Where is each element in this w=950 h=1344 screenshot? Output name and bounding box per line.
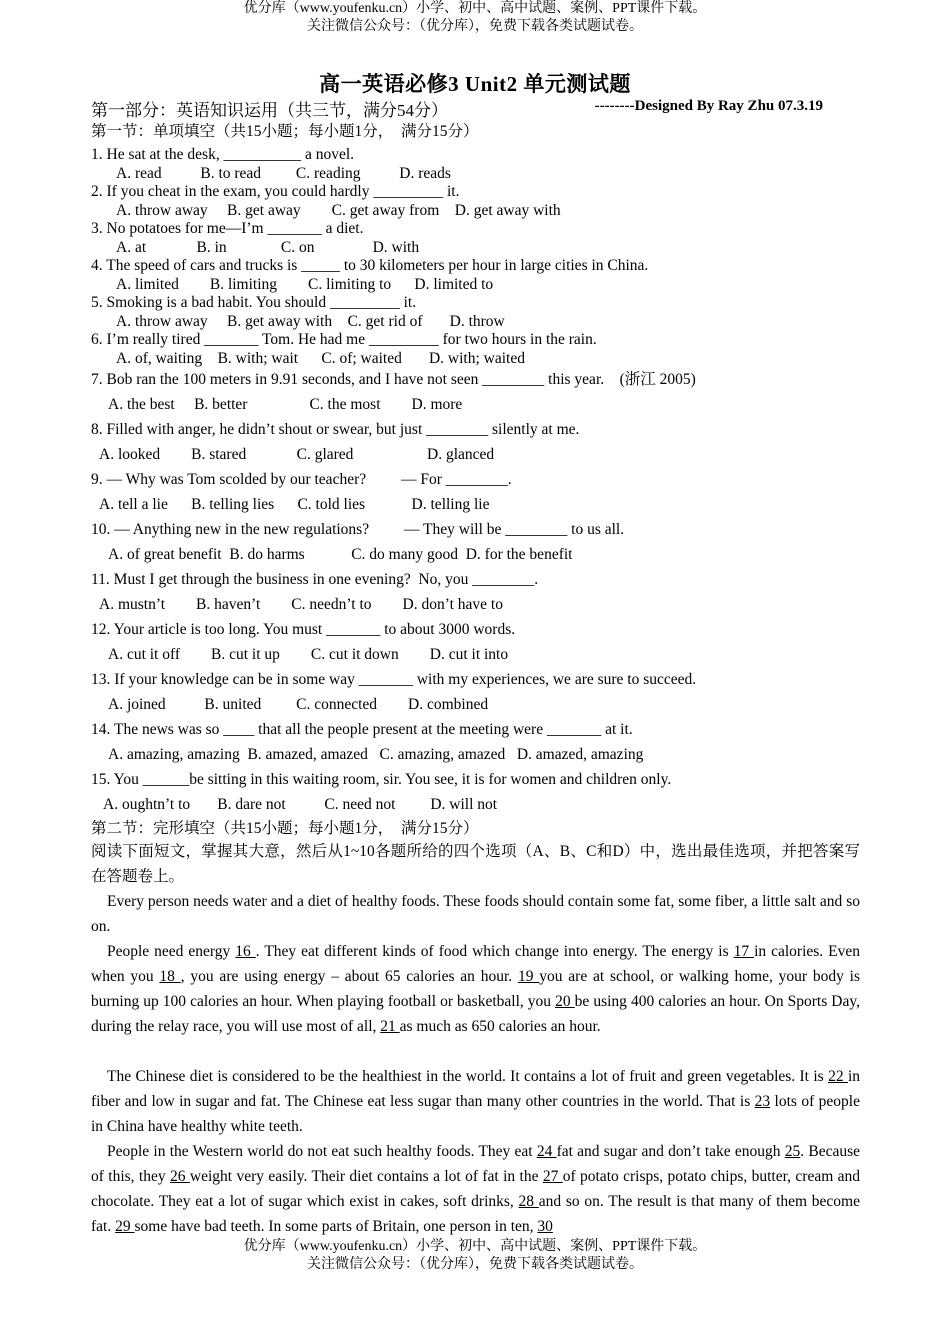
question-stem: 3. No potatoes for me—I’m _______ a diet. [91, 220, 364, 237]
question-options: A. tell a lie B. telling lies C. told lies D. telling lie [99, 496, 490, 513]
blank-29: 29 [115, 1217, 135, 1235]
blank-27: 27 [542, 1167, 563, 1185]
blank-16: 16 [235, 943, 256, 960]
section1-heading: 第一节：单项填空（共15小题；每小题1分， 满分15分） [91, 123, 479, 140]
header-line-1: 优分库（www.youfenku.cn）小学、初中、高中试题、案例、PPT课件下载。 [243, 1, 707, 16]
question-options: A. read B. to read C. reading D. reads [116, 165, 451, 182]
question-stem: 11. Must I get through the business in one evening? No, you ________. [91, 571, 539, 588]
page-footer [0, 1238, 950, 1274]
question-stem: 8. Filled with anger, he didn’t shout or swear, but just ________ silently at me. [91, 421, 580, 438]
question-stem: 7. Bob ran the 100 meters in 9.91 seconds, and I have not seen ________ this year. (浙江 2005) [91, 371, 696, 388]
question-options: A. cut it off B. cut it up C. cut it down D. cut it into [108, 646, 509, 663]
blank-19: 19 [517, 967, 540, 985]
question-options: A. mustn’t B. haven’t C. needn’t to D. don’t have to [99, 596, 503, 613]
question-stem: 15. You ______be sitting in this waiting room, sir. You see, it is for women and children only. [91, 771, 672, 788]
part1-heading-row [91, 96, 861, 118]
question-options: A. the best B. better C. the most D. more [108, 396, 463, 413]
cloze-paragraph-4: People in the Western world do not eat such healthy foods. They eat 24 fat and sugar and don’t take enough 25. Because of this, they 26 weight very easily. Their diet contains a lot of fat in the 27 of potato crisps, potato chips, butter, cream and chocolate. They eat a lot of sugar which exist in cakes, soft drinks, 28 and so on. The result is that many of them become fat. 29 some have bad teeth. In some parts of Britain, one person in ten, 30 [91, 1143, 860, 1235]
question-options: A. of great benefit B. do harms C. do many good D. for the benefit [108, 546, 573, 563]
cloze-instructions: 阅读下面短文，掌握其大意，然后从1~10各题所给的四个选项（A、B、C和D）中，选出最佳选项，并把答案写在答题卷上。 [91, 843, 860, 885]
blank-20: 20 [555, 992, 575, 1010]
question-options: A. joined B. united C. connected D. combined [108, 696, 489, 713]
blank-22: 22 [828, 1068, 848, 1085]
question-stem: 13. If your knowledge can be in some way _______ with my experiences, we are sure to succeed. [91, 671, 697, 688]
question-stem: 14. The news was so ____ that all the people present at the meeting were _______ at it. [91, 721, 633, 738]
question-options: A. of, waiting B. with; wait C. of; waited D. with; waited [116, 350, 525, 367]
cloze-paragraph-1: Every person needs water and a diet of healthy foods. These foods should contain some fat, some fiber, a little salt and so on. [91, 893, 860, 935]
question-stem: 6. I’m really tired _______ Tom. He had me _________ for two hours in the rain. [91, 331, 597, 348]
part1-heading: 第一部分：英语知识运用（共三节，满分54分） [91, 101, 448, 120]
cloze-paragraph-2: People need energy 16 . They eat different kinds of food which change into energy. The energy is 17 in calories. Even when you 18 , you are using energy – about 65 calories an hour. 19 you are at school, or walking home, your body is burning up 100 calories an hour. When playing football or basketball, you 20 be using 400 calories an hour. On Sports Day, during the relay race, you will use most of all, 21 as much as 650 calories an hour. [91, 943, 861, 1035]
blank-30: 30 [537, 1217, 553, 1235]
document-title: 高一英语必修3 Unit2 单元测试题 [319, 72, 631, 96]
blank-17: 17 [733, 943, 755, 960]
question-stem: 10. — Anything new in the new regulations? — They will be ________ to us all. [91, 521, 625, 538]
question-stem: 1. He sat at the desk, __________ a novel. [91, 146, 355, 163]
question-options: A. looked B. stared C. glared D. glanced [99, 446, 495, 463]
blank-24: 24 [536, 1143, 557, 1160]
blank-26: 26 [170, 1167, 190, 1185]
header-line-2: 关注微信公众号：（优分库），免费下载各类试题试卷。 [307, 19, 643, 34]
page-header [0, 0, 950, 36]
question-stem: 4. The speed of cars and trucks is _____ to 30 kilometers per hour in large cities in China. [91, 257, 649, 274]
question-options: A. limited B. limiting C. limiting to D. limited to [116, 276, 494, 293]
question-stem: 12. Your article is too long. You must _______ to about 3000 words. [91, 621, 516, 638]
blank-28: 28 [518, 1192, 539, 1210]
cloze-paragraph-3: The Chinese diet is considered to be the healthiest in the world. It contains a lot of fruit and green vegetables. It is 22 in fiber and low in sugar and fat. The Chinese eat less sugar than many other countries in the world. That is 23 lots of people in China have healthy white teeth. [91, 1068, 860, 1135]
question-options: A. at B. in C. on D. with [116, 239, 420, 256]
question-options: A. oughtn’t to B. dare not C. need not D. will not [103, 796, 498, 813]
question-options: A. throw away B. get away with C. get rid of D. throw [116, 313, 505, 330]
question-options: A. amazing, amazing B. amazed, amazed C. amazing, amazed D. amazed, amazing [108, 746, 644, 763]
blank-23: 23 [754, 1092, 771, 1110]
question-stem: 2. If you cheat in the exam, you could hardly _________ it. [91, 183, 460, 200]
question-stem: 9. — Why was Tom scolded by our teacher? — For ________. [91, 471, 512, 488]
footer-line-2: 关注微信公众号：（优分库），免费下载各类试题试卷。 [307, 1257, 643, 1272]
question-options: A. throw away B. get away C. get away from D. get away with [116, 202, 561, 219]
section2-heading: 第二节：完形填空（共15小题；每小题1分， 满分15分） [91, 820, 479, 837]
designer-credit: --------Designed By Ray Zhu 07.3.19 [594, 98, 823, 114]
blank-18: 18 [159, 967, 181, 985]
blank-21: 21 [380, 1017, 400, 1035]
blank-25: 25 [784, 1143, 801, 1160]
question-stem: 5. Smoking is a bad habit. You should _________ it. [91, 294, 417, 311]
footer-line-1: 优分库（www.youfenku.cn）小学、初中、高中试题、案例、PPT课件下载。 [243, 1239, 707, 1254]
